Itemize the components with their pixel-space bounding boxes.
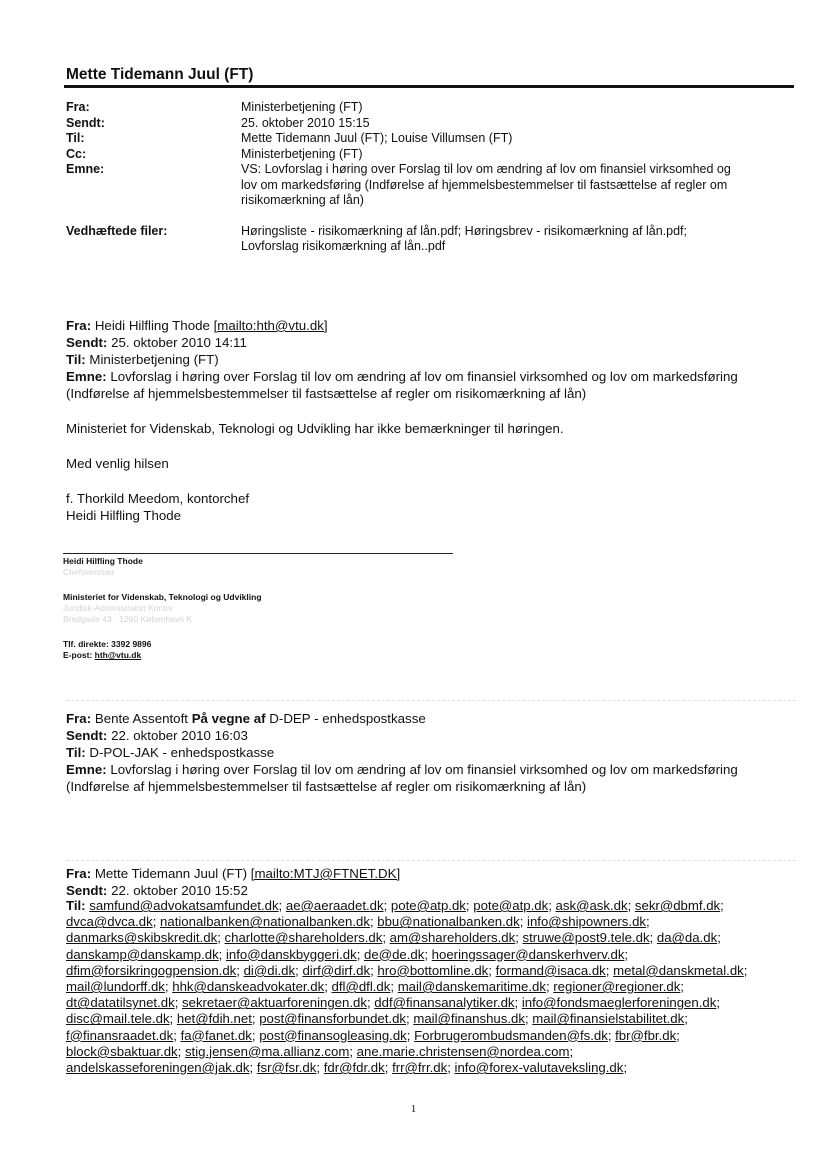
from-label: Fra: xyxy=(66,711,92,726)
recipient-email-link[interactable]: de@de.dk xyxy=(364,946,425,962)
recipient-email-link[interactable]: Forbrugerombudsmanden@fs.dk xyxy=(414,1027,608,1043)
sent-value: 22. oktober 2010 16:03 xyxy=(111,728,248,743)
recipient-line: dt@datatilsynet.dk; sekretaer@aktuarforeningen.dk; ddf@finansanalytiker.dk; info@fondsmaeglerforeningen.dk; xyxy=(66,995,720,1011)
signature-email-label: E-post: xyxy=(63,650,93,660)
header-field-value: Ministerbetjening (FT) xyxy=(241,100,363,114)
to-label: Til: xyxy=(66,352,86,367)
recipient-email-link[interactable]: dirf@dirf.dk xyxy=(302,962,371,978)
on-behalf-label: På vegne af xyxy=(191,711,266,726)
header-field-label: Sendt: xyxy=(66,115,105,130)
recipient-line: f@finansraadet.dk; fa@fanet.dk; post@finansogleasing.dk; Forbrugerombudsmanden@fs.dk; fbr@fbr.dk; xyxy=(66,1027,680,1043)
subject-line-1: Lovforslag i høring over Forslag til lov om ændring af lov om finansiel virksomhed og lov om markedsføring xyxy=(110,762,738,777)
header-field-label: Til: xyxy=(66,131,85,145)
header-field-value: risikomærkning af lån) xyxy=(241,193,364,207)
recipient-email-link[interactable]: fsr@fsr.dk xyxy=(256,1060,317,1076)
message-header-fields xyxy=(66,100,796,255)
recipient-email-link[interactable]: dvca@dvca.dk xyxy=(66,914,153,930)
recipient-line: danskamp@danskamp.dk; info@danskbyggeri.dk; de@de.dk; hoeringssager@danskerhverv.dk; xyxy=(66,946,629,962)
header-field-row xyxy=(66,162,796,178)
header-field-row xyxy=(66,131,796,147)
recipient-email-link[interactable]: sekr@dbmf.dk xyxy=(634,898,721,913)
header-field-label: Cc: xyxy=(66,146,87,161)
subject-label: Emne: xyxy=(66,369,107,384)
recipient-email-link[interactable]: am@shareholders.dk xyxy=(389,930,516,946)
recipient-line: disc@mail.tele.dk; het@fdih.net; post@finansforbundet.dk; mail@finanshus.dk; mail@finansielstabilitet.dk; xyxy=(66,1011,688,1027)
recipient-email-link[interactable]: f@finansraadet.dk xyxy=(66,1027,174,1043)
from-value: Mette Tidemann Juul (FT) xyxy=(94,866,248,881)
header-field-value: Lovforslag risikomærkning af lån..pdf xyxy=(241,239,446,253)
recipient-email-link[interactable]: mail@finansielstabilitet.dk xyxy=(532,1011,685,1027)
recipient-line: block@sbaktuar.dk; stig.jensen@ma.allianz.com; ane.marie.christensen@nordea.com; xyxy=(66,1043,574,1059)
recipient-email-link[interactable]: het@fdih.net xyxy=(176,1011,252,1027)
recipient-email-link[interactable]: bbu@nationalbanken.dk xyxy=(377,914,520,930)
recipient-email-link[interactable]: samfund@advokatsamfundet.dk xyxy=(89,898,279,913)
recipient-email-link[interactable]: nationalbanken@nationalbanken.dk xyxy=(160,914,370,930)
from-value: Bente Assentoft xyxy=(94,711,188,726)
recipient-email-link[interactable]: mail@danskemaritime.dk xyxy=(397,979,546,995)
header-field-value: Ministerbetjening (FT) xyxy=(241,146,363,161)
recipient-email-link[interactable]: fdr@fdr.dk xyxy=(323,1060,385,1076)
email-signature xyxy=(63,553,453,661)
recipient-email-link[interactable]: info@danskbyggeri.dk xyxy=(226,946,357,962)
recipient-email-link[interactable]: regioner@regioner.dk xyxy=(553,979,681,995)
message-separator xyxy=(66,700,796,701)
subject-line-2: (Indførelse af hjemmelsbestemmelser til fastsættelse af regler om risikomærkning af lån) xyxy=(66,386,587,401)
recipient-email-link[interactable]: danskamp@danskamp.dk xyxy=(66,946,219,962)
signoff-line-1: f. Thorkild Meedom, kontorchef xyxy=(66,491,250,506)
header-field-row xyxy=(66,116,796,132)
header-field-label: Fra: xyxy=(66,100,90,114)
header-field-row xyxy=(66,239,796,255)
recipient-email-link[interactable]: pote@atp.dk xyxy=(390,898,466,913)
sent-label: Sendt: xyxy=(66,883,108,898)
recipient-line: danmarks@skibskredit.dk; charlotte@shareholders.dk; am@shareholders.dk; struwe@post9.tele.dk; da@da.dk; xyxy=(66,930,721,946)
header-rule xyxy=(64,85,794,88)
signoff-line-2: Heidi Hilfling Thode xyxy=(66,508,182,523)
from-value: Heidi Hilfling Thode xyxy=(94,318,210,333)
header-field-label: Emne: xyxy=(66,162,105,176)
recipient-email-link[interactable]: ddf@finansanalytiker.dk xyxy=(374,995,515,1011)
header-field-row xyxy=(66,178,796,194)
recipient-email-link[interactable]: di@di.dk xyxy=(243,962,296,978)
sent-value: 25. oktober 2010 14:11 xyxy=(111,335,247,350)
recipient-email-link[interactable]: hhk@danskeadvokater.dk xyxy=(172,979,325,995)
recipient-email-link[interactable]: dt@datatilsynet.dk xyxy=(66,995,175,1011)
header-field-value: lov om markedsføring (Indførelse af hjemmelsbestemmelser til fastsættelse af regler om xyxy=(241,177,728,192)
from-label: Fra: xyxy=(66,866,92,881)
signature-rule xyxy=(63,553,453,554)
header-field-row xyxy=(66,224,796,240)
recipient-line: Til: samfund@advokatsamfundet.dk; ae@aeraadet.dk; pote@atp.dk; pote@atp.dk; ask@ask.dk; sekr@dbmf.dk; xyxy=(66,898,724,913)
recipient-email-link[interactable]: info@fondsmaeglerforeningen.dk xyxy=(521,995,717,1011)
recipient-email-link[interactable]: block@sbaktuar.dk xyxy=(66,1043,178,1059)
recipient-email-link[interactable]: ae@aeraadet.dk xyxy=(285,898,384,913)
signature-phone: Tlf. direkte: 3392 9896 xyxy=(63,639,152,649)
forwarded-message-1 xyxy=(66,317,786,524)
forwarded-message-2 xyxy=(66,710,786,795)
recipient-email-link[interactable]: post@finansogleasing.dk xyxy=(259,1027,407,1043)
recipient-email-link[interactable]: stig.jensen@ma.allianz.com xyxy=(184,1043,350,1059)
recipient-list xyxy=(66,898,796,1076)
signature-title: Chefsekretær xyxy=(63,567,115,577)
signature-name: Heidi Hilfling Thode xyxy=(63,556,143,566)
recipient-email-link[interactable]: mail@lundorff.dk xyxy=(66,979,165,995)
to-value: Ministerbetjening (FT) xyxy=(89,352,219,367)
header-field-row xyxy=(66,100,796,116)
forwarded-message-3 xyxy=(66,865,786,899)
subject-line-2: (Indførelse af hjemmelsbestemmelser til fastsættelse af regler om risikomærkning af lån) xyxy=(66,779,587,794)
recipient-email-link[interactable]: andelskasseforeningen@jak.dk xyxy=(66,1060,250,1076)
recipient-email-link[interactable]: da@da.dk xyxy=(656,930,718,946)
recipient-email-link[interactable]: fa@fanet.dk xyxy=(180,1027,252,1043)
header-field-label xyxy=(66,178,241,194)
recipient-email-link[interactable]: dfim@forsikringogpension.dk xyxy=(66,962,237,978)
recipient-email-link[interactable]: mail@finanshus.dk xyxy=(413,1011,525,1027)
sent-value: 22. oktober 2010 15:52 xyxy=(111,883,248,898)
from-mailto-link[interactable]: [mailto:hth@vtu.dk] xyxy=(213,318,328,333)
to-value: D-POL-JAK - enhedspostkasse xyxy=(89,745,275,760)
from-mailbox: D-DEP - enhedspostkasse xyxy=(269,711,426,726)
signature-department: Juridisk-Administrativt Kontor xyxy=(63,603,174,613)
from-mailto-link[interactable]: [mailto:MTJ@FTNET.DK] xyxy=(250,866,401,881)
recipient-email-link[interactable]: post@finansforbundet.dk xyxy=(259,1011,407,1027)
recipient-email-link[interactable]: hoeringssager@danskerhverv.dk xyxy=(431,946,625,962)
recipient-email-link[interactable]: info@forex-valutaveksling.dk xyxy=(454,1060,624,1076)
sent-label: Sendt: xyxy=(66,335,108,350)
recipient-email-link[interactable]: ane.marie.christensen@nordea.com xyxy=(356,1043,570,1059)
recipient-email-link[interactable]: ask@ask.dk xyxy=(555,898,628,913)
recipient-email-link[interactable]: formand@isaca.dk xyxy=(495,962,606,978)
header-field-row xyxy=(66,147,796,163)
header-field-label xyxy=(66,193,241,209)
recipient-email-link[interactable]: charlotte@shareholders.dk xyxy=(224,930,383,946)
signature-email-link[interactable]: hth@vtu.dk xyxy=(94,650,142,660)
from-label: Fra: xyxy=(66,318,92,333)
page-number: 1 xyxy=(410,1103,417,1115)
recipient-email-link[interactable]: hro@bottomline.dk xyxy=(377,962,489,978)
header-field-value: 25. oktober 2010 15:15 xyxy=(241,115,370,130)
recipient-email-link[interactable]: frr@frr.dk xyxy=(392,1060,448,1076)
subject-label: Emne: xyxy=(66,762,107,777)
sent-label: Sendt: xyxy=(66,728,108,743)
header-field-label: Vedhæftede filer: xyxy=(66,223,168,238)
recipient-email-link[interactable]: disc@mail.tele.dk xyxy=(66,1011,170,1027)
message-separator xyxy=(66,860,796,861)
header-field-row xyxy=(66,193,796,209)
mailbox-owner-name: Mette Tidemann Juul (FT) xyxy=(66,66,254,83)
recipient-email-link[interactable]: pote@atp.dk xyxy=(473,898,549,913)
header-field-label xyxy=(66,239,241,255)
recipient-email-link[interactable]: fbr@fbr.dk xyxy=(615,1027,677,1043)
header-field-value: VS: Lovforslag i høring over Forslag til lov om ændring af lov om finansiel virksomhed og xyxy=(241,162,731,176)
recipient-email-link[interactable]: metal@danskmetal.dk xyxy=(613,962,744,978)
signature-address: Bredgade 43 · 1260 København K xyxy=(63,614,193,624)
subject-line-1: Lovforslag i høring over Forslag til lov om ændring af lov om finansiel virksomhed og lov om markedsføring xyxy=(110,369,738,384)
header-field-value: Høringsliste - risikomærkning af lån.pdf; Høringsbrev - risikomærkning af lån.pdf; xyxy=(241,223,687,238)
recipient-line: mail@lundorff.dk; hhk@danskeadvokater.dk; dfl@dfl.dk; mail@danskemaritime.dk; regioner@regioner.dk; xyxy=(66,979,684,995)
signature-organization: Ministeriet for Videnskab, Teknologi og Udvikling xyxy=(63,592,262,602)
greeting: Med venlig hilsen xyxy=(66,456,169,471)
to-label: Til: xyxy=(66,898,86,913)
recipient-email-link[interactable]: struwe@post9.tele.dk xyxy=(522,930,650,946)
recipient-email-link[interactable]: dfl@dfl.dk xyxy=(331,979,391,995)
recipient-email-link[interactable]: sekretaer@aktuarforeningen.dk xyxy=(182,995,367,1011)
message-body: Ministeriet for Videnskab, Teknologi og Udvikling har ikke bemærkninger til høringen. xyxy=(66,421,564,436)
recipient-email-link[interactable]: info@shipowners.dk xyxy=(527,914,646,930)
recipient-email-link[interactable]: danmarks@skibskredit.dk xyxy=(66,930,218,946)
header-field-value: Mette Tidemann Juul (FT); Louise Villumsen (FT) xyxy=(241,131,513,145)
recipient-line: dvca@dvca.dk; nationalbanken@nationalbanken.dk; bbu@nationalbanken.dk; info@shipowners.dk; xyxy=(66,914,650,930)
recipient-line: dfim@forsikringogpension.dk; di@di.dk; dirf@dirf.dk; hro@bottomline.dk; formand@isaca.dk; metal@danskmetal.dk; xyxy=(66,962,748,978)
to-label: Til: xyxy=(66,745,86,760)
recipient-line: andelskasseforeningen@jak.dk; fsr@fsr.dk; fdr@fdr.dk; frr@frr.dk; info@forex-valutaveksling.dk; xyxy=(66,1060,628,1076)
